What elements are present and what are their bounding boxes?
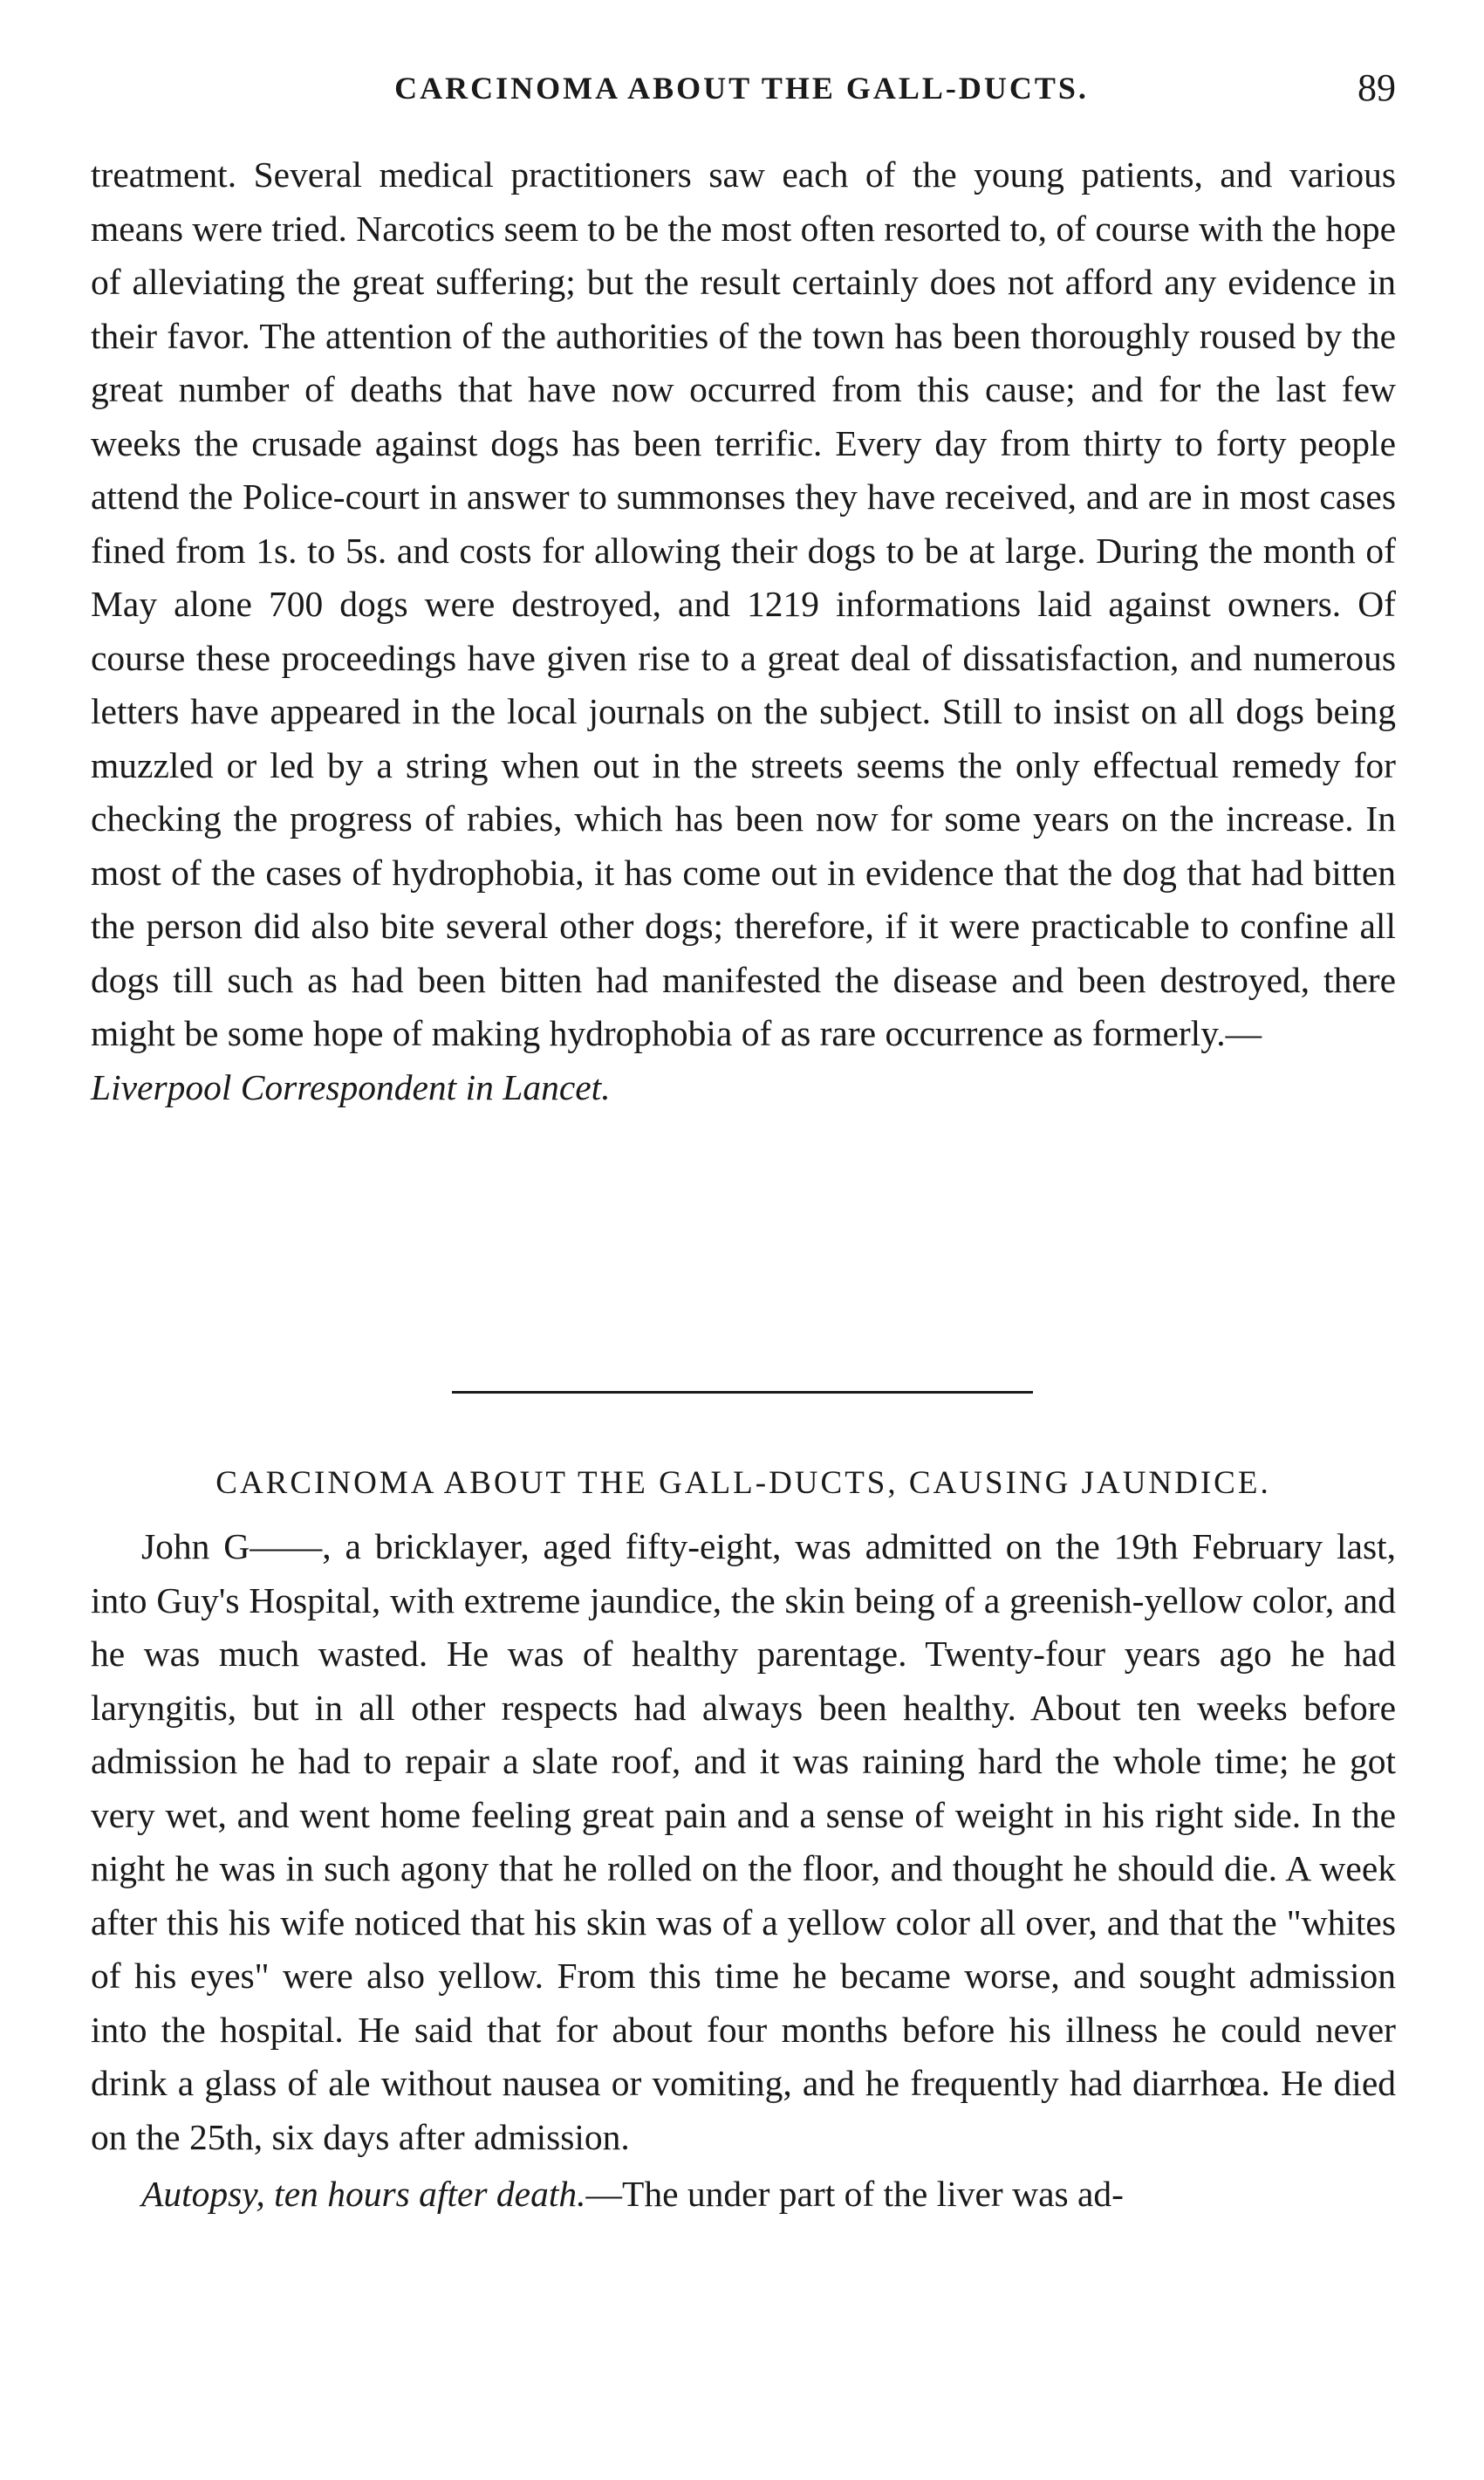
running-title: CARCINOMA ABOUT THE GALL-DUCTS. bbox=[394, 71, 1089, 106]
autopsy-paragraph bbox=[91, 2168, 1396, 2222]
section-divider bbox=[452, 1391, 1033, 1394]
body-paragraph bbox=[91, 148, 1396, 1114]
page-number: 89 bbox=[1357, 66, 1396, 109]
autopsy-text: —The under part of the liver was ad- bbox=[585, 2174, 1125, 2214]
case-paragraph: John G——, a bricklayer, aged fifty-eight, was admitted on the 19th February last, into Guy's Hospital, with extreme jaundice, the skin being of a greenish-yellow color, and he was much wasted. He was of healthy parentage. Twenty-four years ago he had laryngitis, but in all other respects had always been healthy. About ten weeks before admission he had to repair a slate roof, and it was raining hard the whole time; he got very wet, and went home feeling great pain and a sense of weight in his right side. In the night he was in such agony that he rolled on the floor, and thought he should die. A week after this his wife noticed that his skin was of a yellow color all over, and that the "whites of his eyes" were also yellow. From this time he became worse, and sought admission into the hospital. He said that for about four months before his illness he could never drink a glass of ale without nausea or vomiting, and he frequently had diarrhœa. He died on the 25th, six days after admission. bbox=[91, 1526, 1396, 2157]
running-head bbox=[87, 58, 1396, 119]
continued-article bbox=[91, 148, 1396, 1114]
section-heading: CARCINOMA ABOUT THE GALL-DUCTS, CAUSING JAUNDICE. bbox=[215, 1465, 1271, 1501]
autopsy-label: Autopsy, ten hours after death. bbox=[141, 2174, 586, 2214]
paragraph-text: treatment. Several medical practitioners saw each of the young patients, and various means were tried. Narcotics seem to be the most often resorted to, of course with the hope of alleviating the great suffering; but the result certainly does not afford any evidence in their favor. The attention of the authorities of the town has been thoroughly roused by the great number of deaths that have now occurred from this cause; and for the last few weeks the crusade against dogs has been terrific. Every day from thirty to forty people attend the Police-court in answer to summonses they have received, and are in most cases fined from 1s. to 5s. and costs for allowing their dogs to be at large. During the month of May alone 700 dogs were destroyed, and 1219 informations laid against owners. Of course these proceedings have given rise to a great deal of dissatisfaction, and numerous letters have appeared in the local journals on the subject. Still to insist on all dogs being muzzled or led by a string when out in the streets seems the only effectual remedy for checking the progress of rabies, which has been now for some years on the increase. In most of the cases of hydrophobia, it has come out in evidence that the dog that had bitten the person did also bite several other dogs; therefore, if it were practicable to confine all dogs till such as had been bitten had manifested the disease and been destroyed, there might be some hope of making hydrophobia of as rare occurrence as formerly.— bbox=[91, 154, 1396, 1053]
case-report bbox=[91, 1520, 1396, 2222]
article-signature: Liverpool Correspondent in Lancet. bbox=[91, 1066, 611, 1107]
